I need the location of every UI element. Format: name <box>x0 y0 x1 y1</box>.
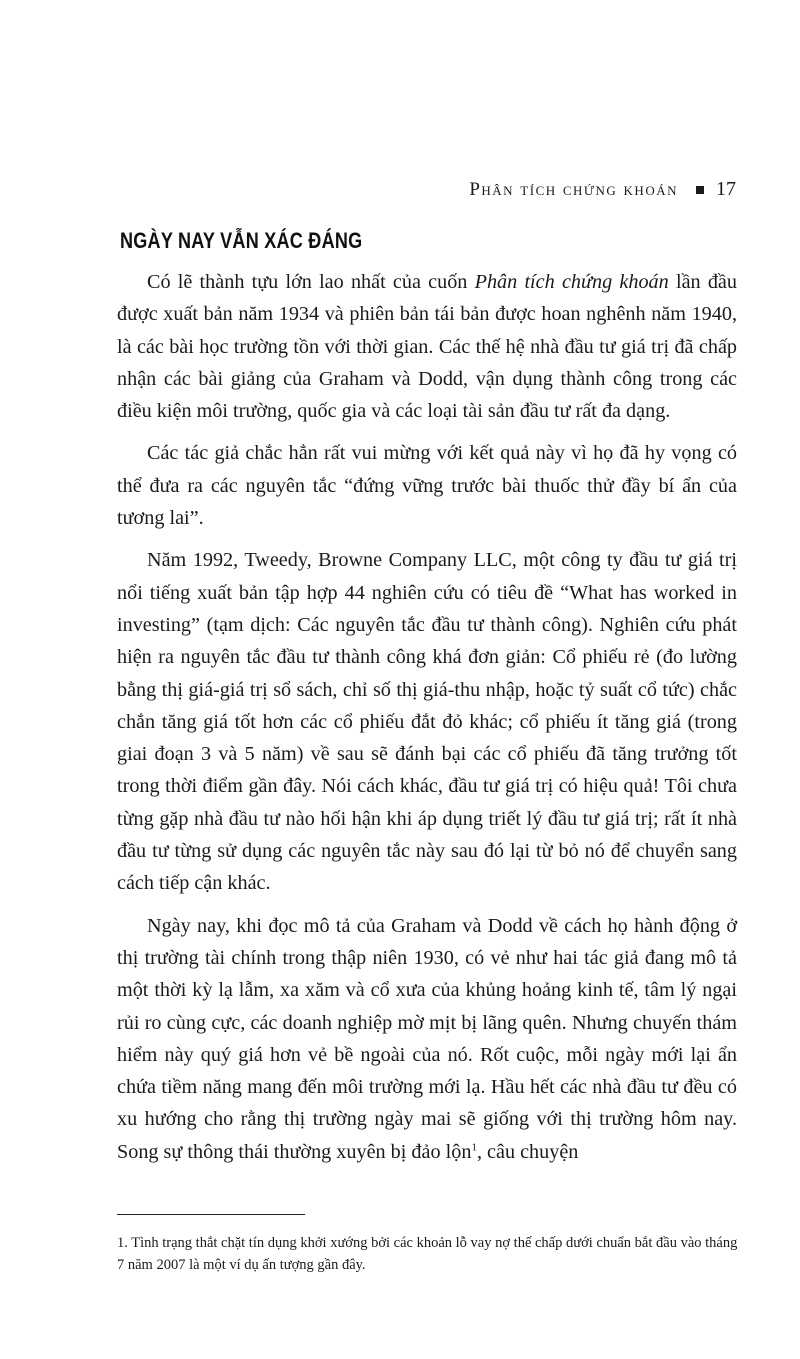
running-head-title: Phân tích chứng khoán <box>469 178 678 200</box>
footnote-divider <box>117 1214 305 1215</box>
paragraph-3: Năm 1992, Tweedy, Browne Company LLC, một công ty đầu tư giá trị nổi tiếng xuất bản tập hợp 44 nghiên cứu có tiêu đề “What has worked in investing” (tạm dịch: Các nguyên tắc đầu tư thành công). Nghiên cứu phát hiện ra nguyên tắc đầu tư thành công khá đơn giản: Cổ phiếu rẻ (đo lường bằng thị giá-giá trị sổ sách, chỉ số thị giá-thu nhập, hoặc tỷ suất cổ tức) chắc chắn tăng giá tốt hơn các cổ phiếu đắt đỏ khác; cổ phiếu ít tăng giá (trong giai đoạn 3 và 5 năm) về sau sẽ đánh bại các cổ phiếu đã tăng trưởng tốt trong thời điểm gần đây. Nói cách khác, đầu tư giá trị có hiệu quả! Tôi chưa từng gặp nhà đầu tư nào hối hận khi áp dụng triết lý đầu tư giá trị; rất ít nhà đầu tư từng sử dụng các nguyên tắc này sau đó lại từ bỏ nó để chuyển sang cách tiếp cận khác. <box>117 549 737 895</box>
footnote: 1. Tình trạng thắt chặt tín dụng khởi xướng bởi các khoản lỗ vay nợ thế chấp dưới chuẩn bắt đầu vào tháng 7 năm 2007 là một ví dụ ấn tượng gần đây. <box>117 1235 738 1273</box>
running-head <box>469 178 736 201</box>
paragraph-4 <box>117 910 737 1168</box>
paragraph-text: , câu chuyện <box>476 1140 579 1163</box>
book-title-italic: Phân tích chứng khoán <box>474 271 669 293</box>
body-text <box>117 266 737 1178</box>
section-title: NGÀY NAY VẪN XÁC ĐÁNG <box>120 228 363 253</box>
footnote-marker[interactable]: 1 <box>471 1140 477 1153</box>
square-bullet-icon <box>696 186 704 194</box>
paragraph-1 <box>117 266 737 427</box>
page-number: 17 <box>716 178 736 200</box>
paragraph-text: lần đầu được xuất bản năm 1934 và phiên bản tái bản được hoan nghênh năm 1940, là các bài học trường tồn với thời gian. Các thế hệ nhà đầu tư giá trị đã chấp nhận các bài giảng của Graham và Dodd, vận dụng thành công trong các điều kiện môi trường, quốc gia và các loại tài sản đầu tư rất đa dạng. <box>117 271 737 423</box>
paragraph-text: Ngày nay, khi đọc mô tả của Graham và Dodd về cách họ hành động ở thị trường tài chính trong thập niên 1930, có vẻ như hai tác giả đang mô tả một thời kỳ lạ lẫm, xa xăm và cổ xưa của khủng hoảng kinh tế, tâm lý ngại rủi ro cùng cực, các doanh nghiệp mờ mịt bị lãng quên. Nhưng chuyến thám hiểm này quý giá hơn vẻ bề ngoài của nó. Rốt cuộc, mỗi ngày mới lại ẩn chứa tiềm năng mang đến môi trường mới lạ. Hầu hết các nhà đầu tư đều có xu hướng cho rằng thị trường ngày mai sẽ giống với thị trường hôm nay. Song sự thông thái thường xuyên bị đảo lộn <box>117 914 737 1163</box>
paragraph-text: Có lẽ thành tựu lớn lao nhất của cuốn <box>147 271 475 293</box>
paragraph-2: Các tác giả chắc hẳn rất vui mừng với kết quả này vì họ đã hy vọng có thể đưa ra các nguyên tắc “đứng vững trước bài thuốc thử đầy bí ẩn của tương lai”. <box>117 442 737 530</box>
